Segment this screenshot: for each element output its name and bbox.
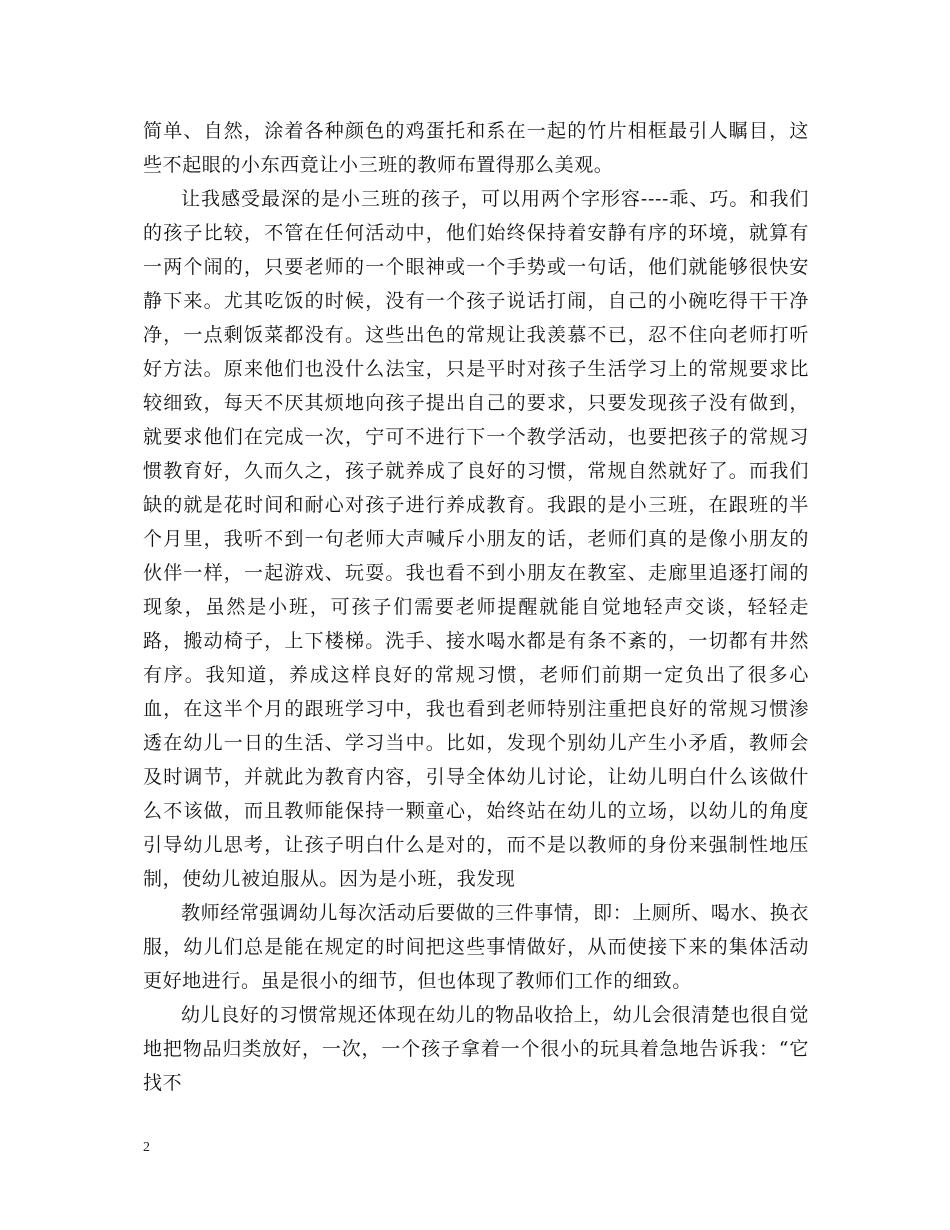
paragraph-3: 教师经常强调幼儿每次活动后要做的三件事情，即：上厕所、喝水、换衣服，幼儿们总是能在规定的时间把这些事情做好，从而使接下来的集体活动更好地进行。虽是很小的细节，但也体现了教师们工作的细致。 [143, 902, 809, 992]
paragraph-4: 幼儿良好的习惯常规还体现在幼儿的物品收拾上，幼儿会很清楚也很自觉地把物品归类放好，一次，一个孩子拿着一个很小的玩具着急地告诉我：“它找不 [143, 1004, 809, 1094]
document-body [143, 114, 809, 1100]
paragraph-1: 简单、自然，涂着各种颜色的鸡蛋托和系在一起的竹片相框最引人瞩目，这些不起眼的小东西竟让小三班的教师布置得那么美观。 [143, 120, 809, 176]
paragraph-2: 让我感受最深的是小三班的孩子，可以用两个字形容----乖、巧。和我们的孩子比较，不管在任何活动中，他们始终保持着安静有序的环境，就算有一两个闹的，只要老师的一个眼神或一个手势或一句话，他们就能够很快安静下来。尤其吃饭的时候，没有一个孩子说话打闹，自己的小碗吃得干干净净，一点剩饭菜都没有。这些出色的常规让我羡慕不已，忍不住向老师打听好方法。原来他们也没什么法宝，只是平时对孩子生活学习上的常规要求比较细致，每天不厌其烦地向孩子提出自己的要求，只要发现孩子没有做到，就要求他们在完成一次，宁可不进行下一个教学活动，也要把孩子的常规习惯教育好，久而久之，孩子就养成了良好的习惯，常规自然就好了。而我们缺的就是花时间和耐心对孩子进行养成教育。我跟的是小三班，在跟班的半个月里，我听不到一句老师大声喊斥小朋友的话，老师们真的是像小朋友的伙伴一样，一起游戏、玩耍。我也看不到小朋友在教室、走廊里追逐打闹的现象，虽然是小班，可孩子们需要老师提醒就能自觉地轻声交谈，轻轻走路，搬动椅子，上下楼梯。洗手、接水喝水都是有条不紊的，一切都有井然有序。我知道，养成这样良好的常规习惯，老师们前期一定负出了很多心血，在这半个月的跟班学习中，我也看到老师特别注重把良好的常规习惯渗透在幼儿一日的生活、学习当中。比如，发现个别幼儿产生小矛盾，教师会及时调节，并就此为教育内容，引导全体幼儿讨论，让幼儿明白什么该做什么不该做，而且教师能保持一颗童心，始终站在幼儿的立场，以幼儿的角度引导幼儿思考，让孩子明白什么是对的，而不是以教师的身份来强制性地压制，使幼儿被迫服从。因为是小班，我发现 [143, 188, 809, 890]
page-number: 2 [143, 1140, 150, 1155]
